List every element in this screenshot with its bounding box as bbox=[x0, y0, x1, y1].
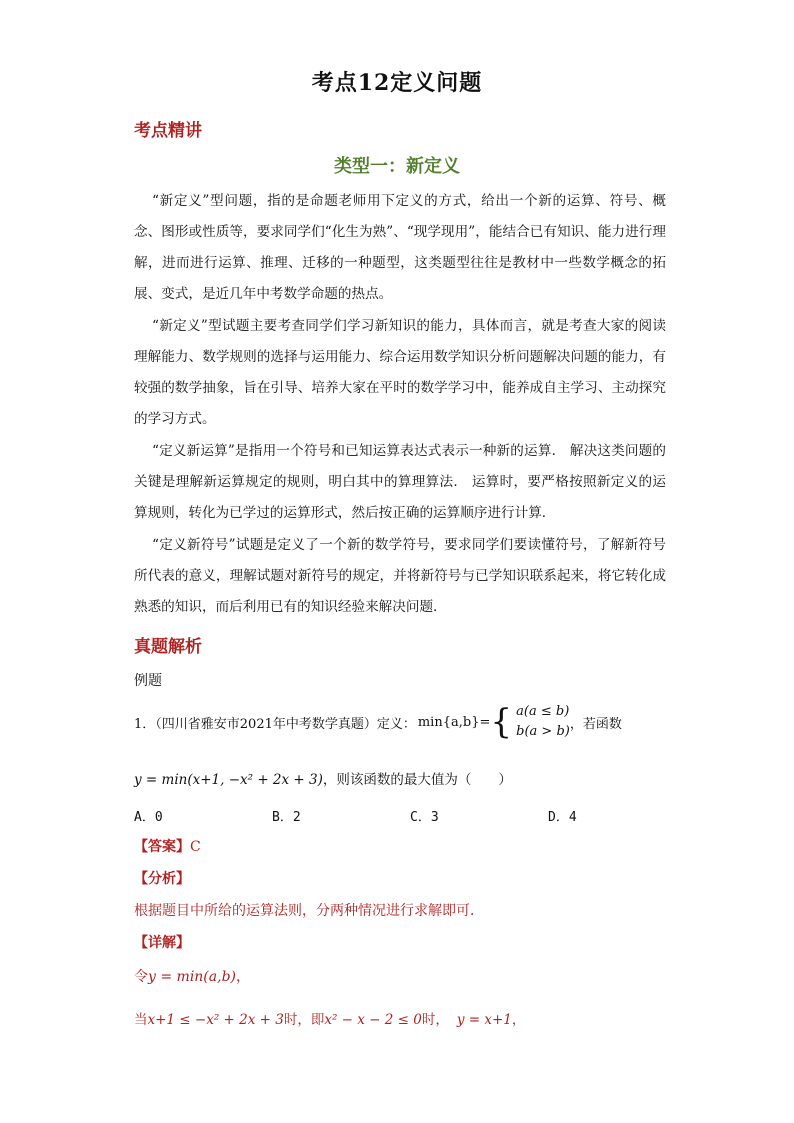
detail-line-2-expr1: x+1 ≤ −x² + 2x + 3 bbox=[147, 1012, 284, 1028]
answer-line bbox=[134, 836, 201, 856]
analysis-text: 根据题目中所给的运算法则，分两种情况进行求解即可． bbox=[134, 903, 484, 919]
case-1: a(a ≤ b) bbox=[516, 704, 570, 719]
option-d: D．4 bbox=[548, 810, 577, 825]
cases-brace: { a(a ≤ b) b(a > b) bbox=[490, 702, 570, 742]
detail-line-1 bbox=[134, 966, 250, 986]
paragraph-3: “定义新运算”是指用一个符号和已知运算表达式表示一种新的运算． 解决这类问题的关键是理解新运算规定的规则，明白其中的算理算法． 运算时，要严格按照新定义的运算规则，转化为已学过的运算形式，然后按正确的运算顺序进行计算． bbox=[134, 443, 666, 521]
detail-line-2-mid2: 时， bbox=[421, 1012, 449, 1028]
detail-line-2-prefix: 当 bbox=[134, 1012, 148, 1028]
detail-line-2-expr2: x² − x − 2 ≤ 0 bbox=[324, 1012, 422, 1028]
detail-line-1-prefix: 令 bbox=[134, 969, 148, 985]
detail-line-2 bbox=[134, 1008, 525, 1028]
detail-line-1-suffix: ， bbox=[236, 969, 250, 985]
question-line-2-text: ，则该函数的最大值为（ ） bbox=[322, 772, 512, 788]
question-prefix: 1．（四川省雅安市2021年中考数学真题）定义： bbox=[134, 716, 416, 732]
section-heading-key-points: 考点精讲 bbox=[134, 121, 202, 141]
page-title: 考点12定义问题 bbox=[311, 70, 483, 96]
detail-line-2-expr3: y = x+1 bbox=[456, 1012, 512, 1028]
paragraph-1: “新定义”型问题，指的是命题老师用下定义的方式，给出一个新的运算、符号、概念、图形或性质等，要求同学们“化生为熟”、“现学现用”，能结合已有知识、能力进行理解，进而进行运算、推理、迁移的一种题型，这类题型往往是教材中一些数学概念的拓展、变式，是近几年中考数学命题的热点。 bbox=[134, 193, 666, 302]
question-line-1 bbox=[134, 702, 622, 742]
example-label: 例题 bbox=[134, 673, 162, 689]
answer-label: 【答案】 bbox=[134, 839, 190, 855]
question-line-2 bbox=[134, 768, 512, 788]
case-2: b(a > b) bbox=[516, 724, 570, 739]
paragraph-4: “定义新符号”试题是定义了一个新的数学符号，要求同学们要读懂符号，了解新符号所代表的意义，理解试题对新符号的规定，并将新符号与已学知识联系起来，将它转化成熟悉的知识，而后利用已有的知识经验来解决问题． bbox=[134, 537, 666, 615]
analysis-label: 【分析】 bbox=[134, 871, 190, 887]
detail-label: 【详解】 bbox=[134, 935, 190, 951]
question-suffix: ，若函数 bbox=[569, 716, 622, 732]
function-expression: y = min(x+1, −x² + 2x + 3) bbox=[134, 772, 323, 788]
option-c: C．3 bbox=[410, 810, 439, 825]
detail-line-2-mid1: 时，即 bbox=[283, 1012, 325, 1028]
section-heading-exam-analysis: 真题解析 bbox=[134, 637, 202, 657]
subtitle-type-one: 类型一：新定义 bbox=[334, 156, 460, 177]
option-b: B．2 bbox=[272, 810, 301, 825]
answer-value: C bbox=[190, 839, 201, 855]
min-definition-lhs: min{a,b}= bbox=[417, 714, 491, 730]
paragraph-2: “新定义”型试题主要考查同学们学习新知识的能力，具体而言，就是考查大家的阅读理解能力、数学规则的选择与运用能力、综合运用数学知识分析问题解决问题的能力，有较强的数学抽象，旨在引导、培养大家在平时的数学学习中，能养成自主学习、主动探究的学习方式。 bbox=[134, 318, 666, 427]
detail-line-2-suffix: ， bbox=[511, 1012, 526, 1028]
detail-line-1-expr: y = min(a,b) bbox=[148, 969, 236, 985]
option-a: A．0 bbox=[134, 810, 163, 825]
